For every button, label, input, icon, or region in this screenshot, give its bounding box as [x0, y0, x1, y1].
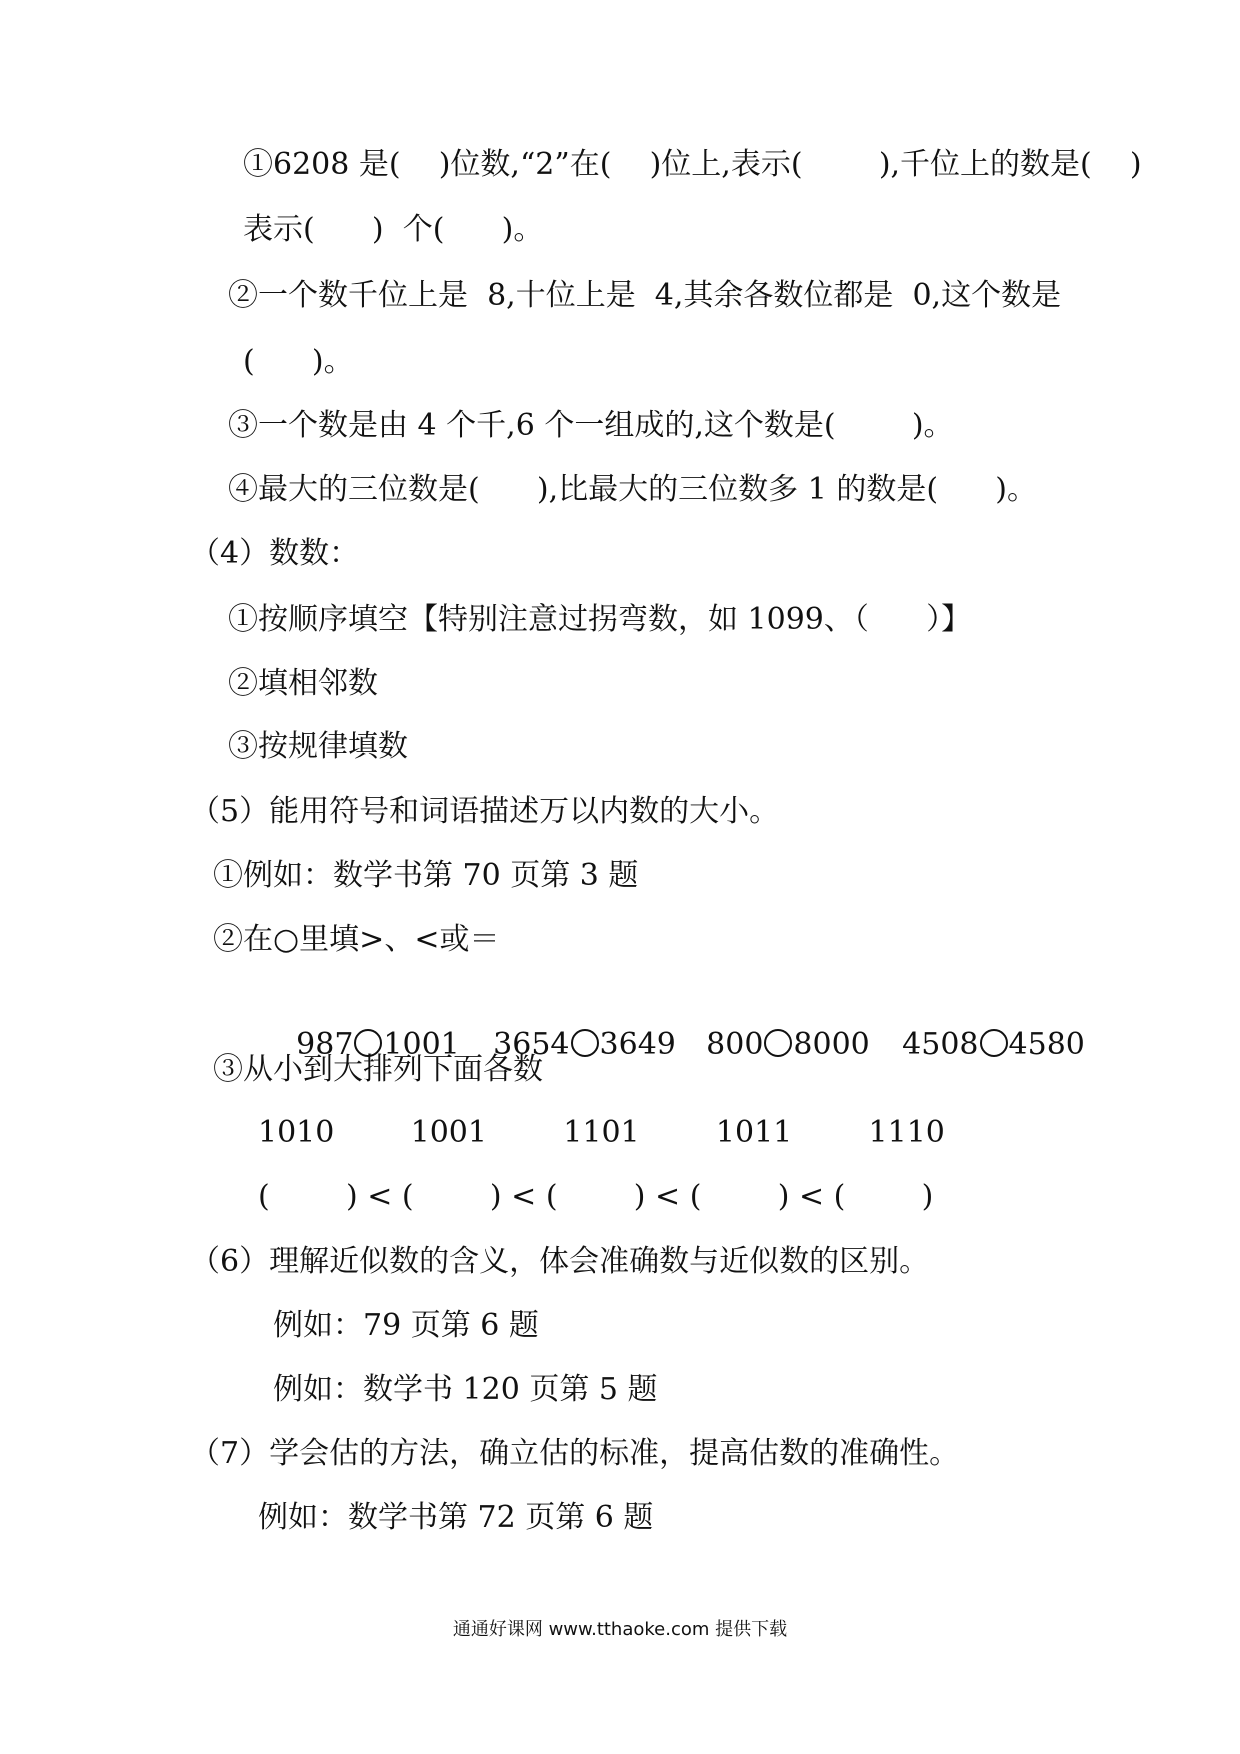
section4-heading: （4）数数： — [190, 536, 360, 571]
comparison-1-right: 1001 — [383, 1027, 460, 1062]
comparison-3-right: 8000 — [793, 1027, 870, 1062]
section4-item2: ②填相邻数 — [228, 666, 378, 701]
section7-heading: （7）学会估的方法，确立估的标准，提高估数的准确性。 — [190, 1436, 960, 1471]
comparison-2-right: 3649 — [599, 1027, 676, 1062]
section7-example: 例如：数学书第 72 页第 6 题 — [258, 1500, 654, 1535]
numbers-row: 1010 1001 1101 1011 1110 — [258, 1115, 945, 1150]
section6-example1: 例如：79 页第 6 题 — [273, 1308, 539, 1343]
compare-circle-2[interactable] — [571, 1029, 599, 1057]
q3-item3: ③一个数是由 4 个千,6 个一组成的,这个数是( )。 — [228, 408, 954, 443]
q3-item1-line2: 表示( ) 个( )。 — [243, 212, 544, 247]
section5-item3: ③从小到大排列下面各数 — [213, 1052, 543, 1087]
comparison-3-left: 800 — [706, 1027, 764, 1062]
order-row: ( ) < ( ) < ( ) < ( ) < ( ) — [258, 1179, 934, 1214]
section5-item1: ①例如：数学书第 70 页第 3 题 — [213, 858, 639, 893]
section4-item3: ③按规律填数 — [228, 729, 408, 764]
comparison-1-left: 987 — [296, 1027, 354, 1062]
q3-item2-line2: ( )。 — [243, 344, 354, 379]
comparison-3 — [668, 985, 870, 1105]
q3-item2-line1: ②一个数千位上是 8,十位上是 4,其余各数位都是 0,这个数是 — [228, 278, 1062, 313]
q3-item4: ④最大的三位数是( ),比最大的三位数多 1 的数是( )。 — [228, 472, 1037, 507]
section6-heading: （6）理解近似数的含义，体会准确数与近似数的区别。 — [190, 1244, 930, 1279]
comparison-4 — [864, 985, 1085, 1105]
section5-heading: （5）能用符号和词语描述万以内数的大小。 — [190, 794, 780, 829]
compare-circle-4[interactable] — [980, 1029, 1008, 1057]
page-footer: 通通好课网 www.tthaoke.com 提供下载 — [452, 1619, 788, 1640]
section4-item1: ①按顺序填空【特别注意过拐弯数，如 1099、（ ）】 — [228, 602, 972, 637]
section5-item2: ②在○里填>、<或＝ — [213, 922, 500, 957]
comparison-4-right: 4580 — [1008, 1027, 1085, 1062]
section6-example2: 例如：数学书 120 页第 5 题 — [273, 1372, 658, 1407]
compare-circle-3[interactable] — [764, 1029, 792, 1057]
comparison-2-left: 3654 — [493, 1027, 570, 1062]
comparison-4-left: 4508 — [902, 1027, 979, 1062]
q3-item1-line1: ①6208 是( )位数,“2”在( )位上,表示( ),千位上的数是( ) — [243, 147, 1142, 182]
